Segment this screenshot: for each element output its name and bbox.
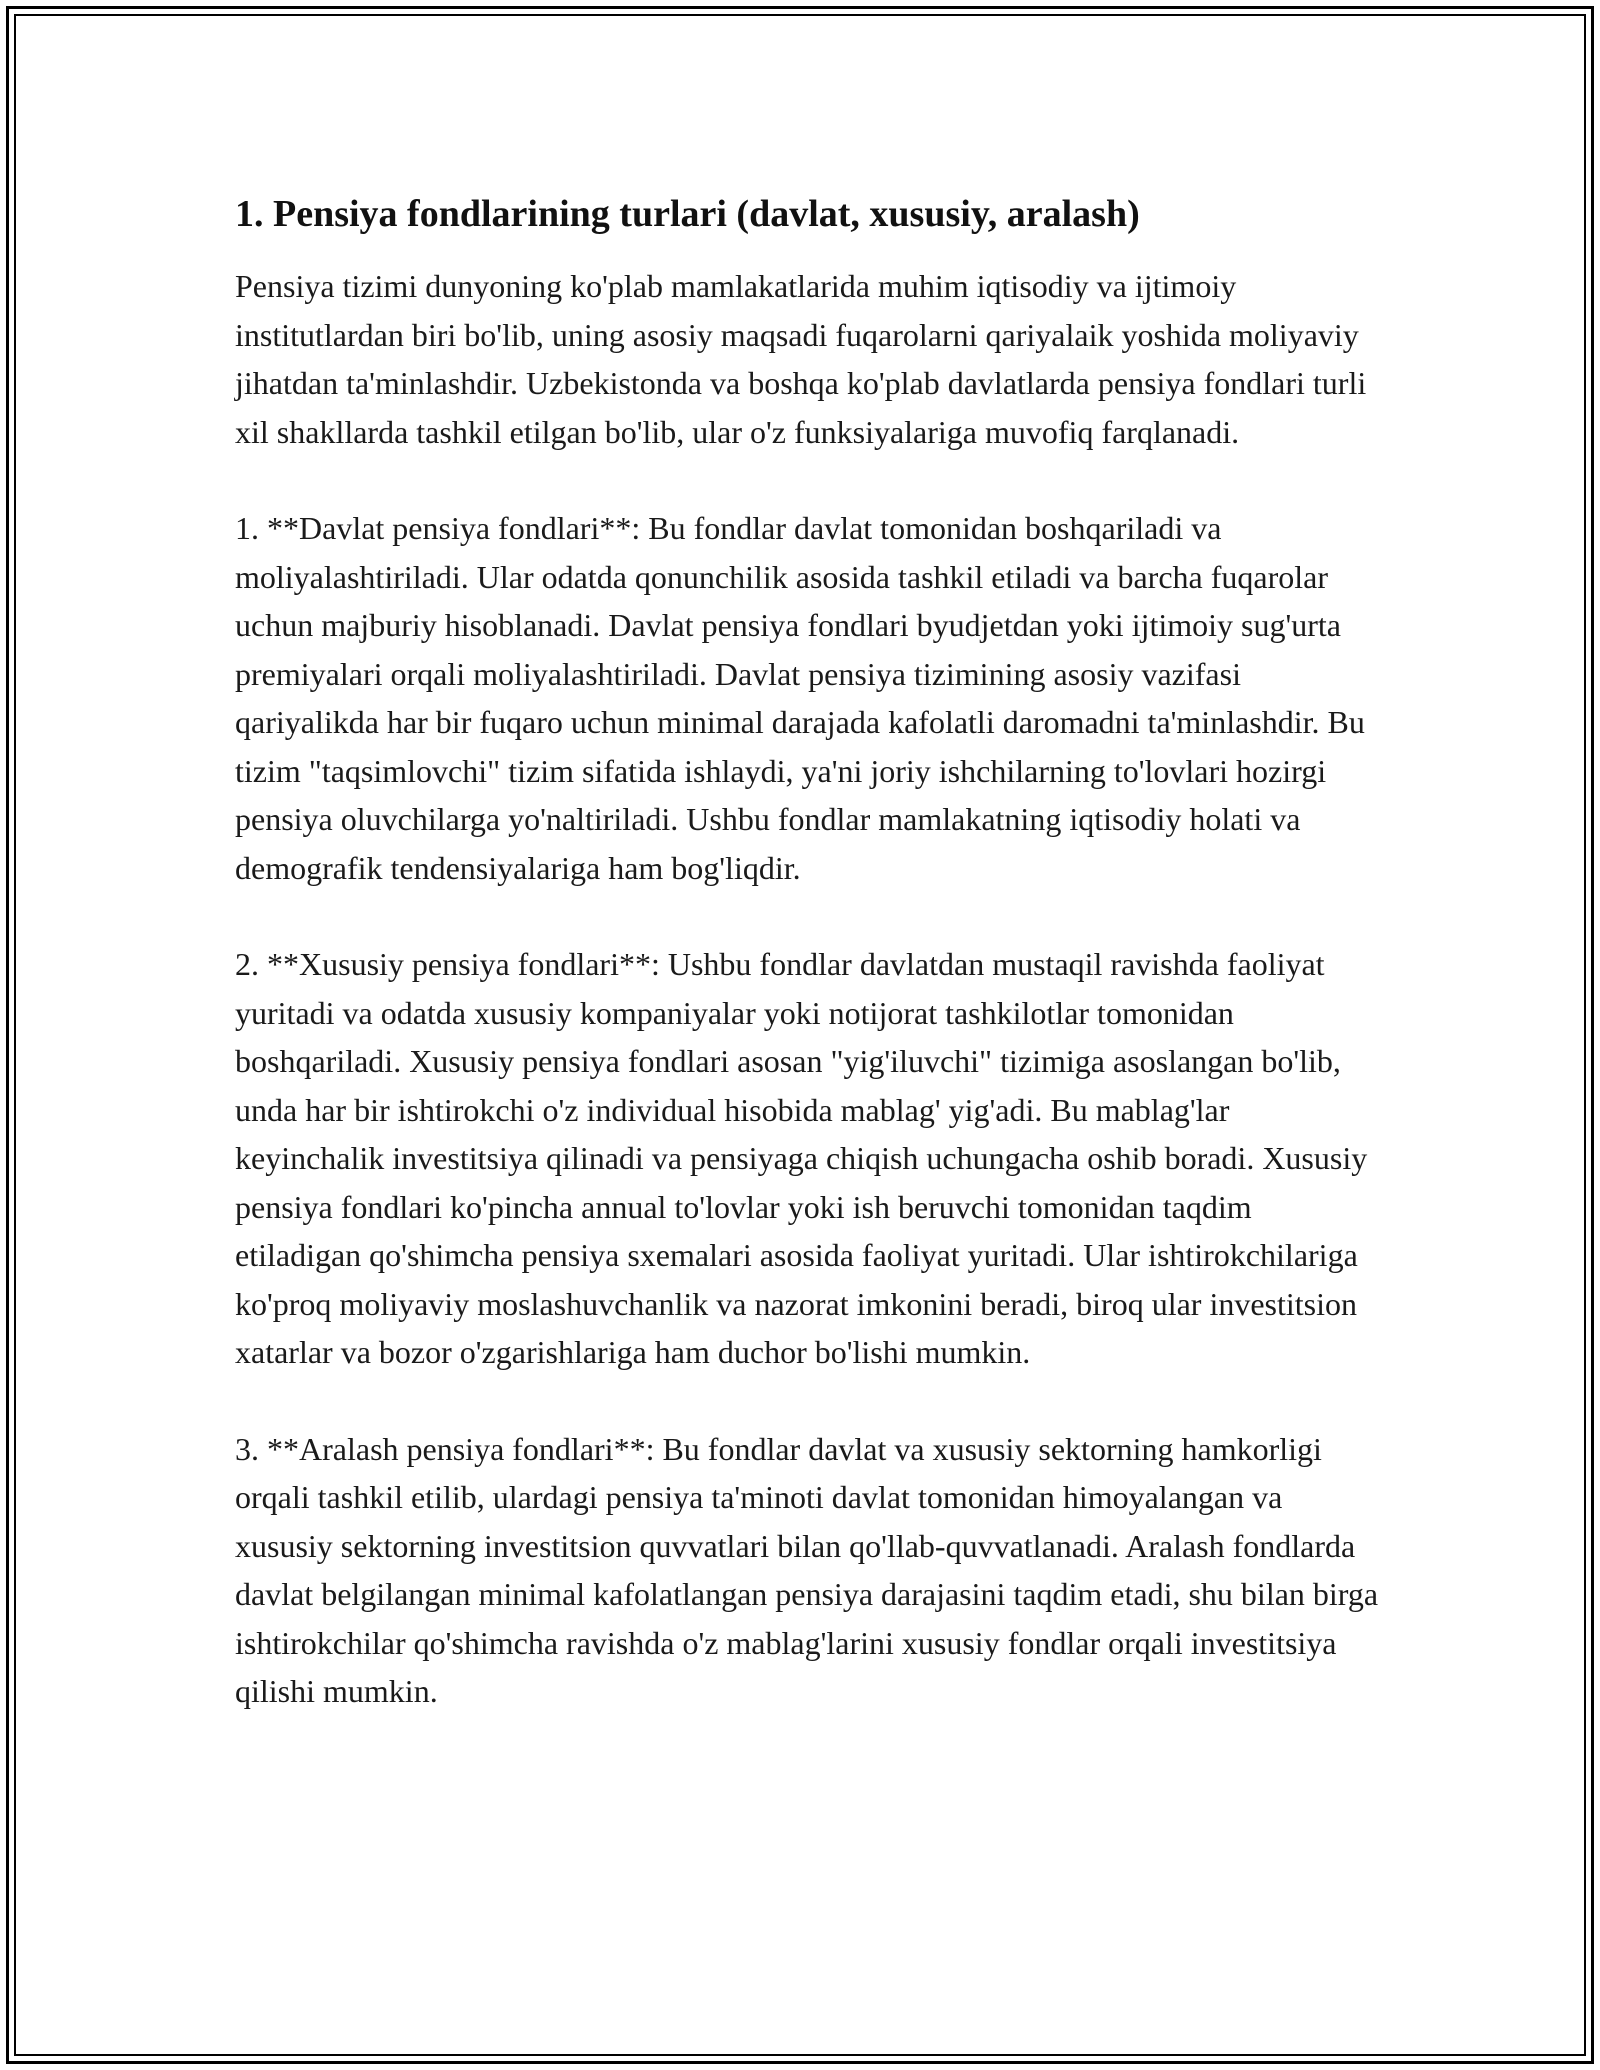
- intro-paragraph: Pensiya tizimi dunyoning ko'plab mamlakatlarida muhim iqtisodiy va ijtimoiy institutlardan biri bo'lib, uning asosiy maqsadi fuqarolarni qariyalaik yoshida moliyaviy jihatdan ta'minlashdir. Uzbekistonda va boshqa ko'plab davlatlarda pensiya fondlari turli xil shakllarda tashkil etilgan bo'lib, ular o'z funksiyalariga muvofiq farqlanadi.: [235, 268, 1367, 450]
- section-heading: 1. Pensiya fondlarining turlari (davlat, xususiy, aralash): [235, 193, 1140, 235]
- state-pension-funds-paragraph: 1. **Davlat pensiya fondlari**: Bu fondlar davlat tomonidan boshqariladi va moliyalashtiriladi. Ular odatda qonunchilik asosida tashkil etiladi va barcha fuqarolar uchun majburiy hisoblanadi. Davlat pensiya fondlari byudjetdan yoki ijtimoiy sug'urta premiyalari orqali moliyalashtiriladi. Davlat pensiya tizimining asosiy vazifasi qariyalikda har bir fuqaro uchun minimal darajada kafolatli daromadni ta'minlashdir. Bu tizim "taqsimlovchi" tizim sifatida ishlaydi, ya'ni joriy ishchilarning to'lovlari hozirgi pensiya oluvchilarga yo'naltiriladi. Ushbu fondlar mamlakatning iqtisodiy holati va demografik tendensiyalariga ham bog'liqdir.: [235, 510, 1365, 886]
- document-body: [235, 180, 1380, 1764]
- private-pension-funds-paragraph: 2. **Xususiy pensiya fondlari**: Ushbu fondlar davlatdan mustaqil ravishda faoliyat yuritadi va odatda xususiy kompaniyalar yoki notijorat tashkilotlar tomonidan boshqariladi. Xususiy pensiya fondlari asosan "yig'iluvchi" tizimiga asoslangan bo'lib, unda har bir ishtirokchi o'z individual hisobida mablag' yig'adi. Bu mablag'lar keyinchalik investitsiya qilinadi va pensiyaga chiqish uchungacha oshib boradi. Xususiy pensiya fondlari ko'pincha annual to'lovlar yoki ish beruvchi tomonidan taqdim etiladigan qo'shimcha pensiya sxemalari asosida faoliyat yuritadi. Ular ishtirokchilariga ko'proq moliyaviy moslashuvchanlik va nazorat imkonini beradi, biroq ular investitsion xatarlar va bozor o'zgarishlariga ham duchor bo'lishi mumkin.: [235, 946, 1368, 1370]
- mixed-pension-funds-paragraph: 3. **Aralash pensiya fondlari**: Bu fondlar davlat va xususiy sektorning hamkorligi orqali tashkil etilib, ulardagi pensiya ta'minoti davlat tomonidan himoyalangan va xususiy sektorning investitsion quvvatlari bilan qo'llab-quvvatlanadi. Aralash fondlarda davlat belgilangan minimal kafolatlangan pensiya darajasini taqdim etadi, shu bilan birga ishtirokchilar qo'shimcha ravishda o'z mablag'larini xususiy fondlar orqali investitsiya qilishi mumkin.: [235, 1430, 1379, 1709]
